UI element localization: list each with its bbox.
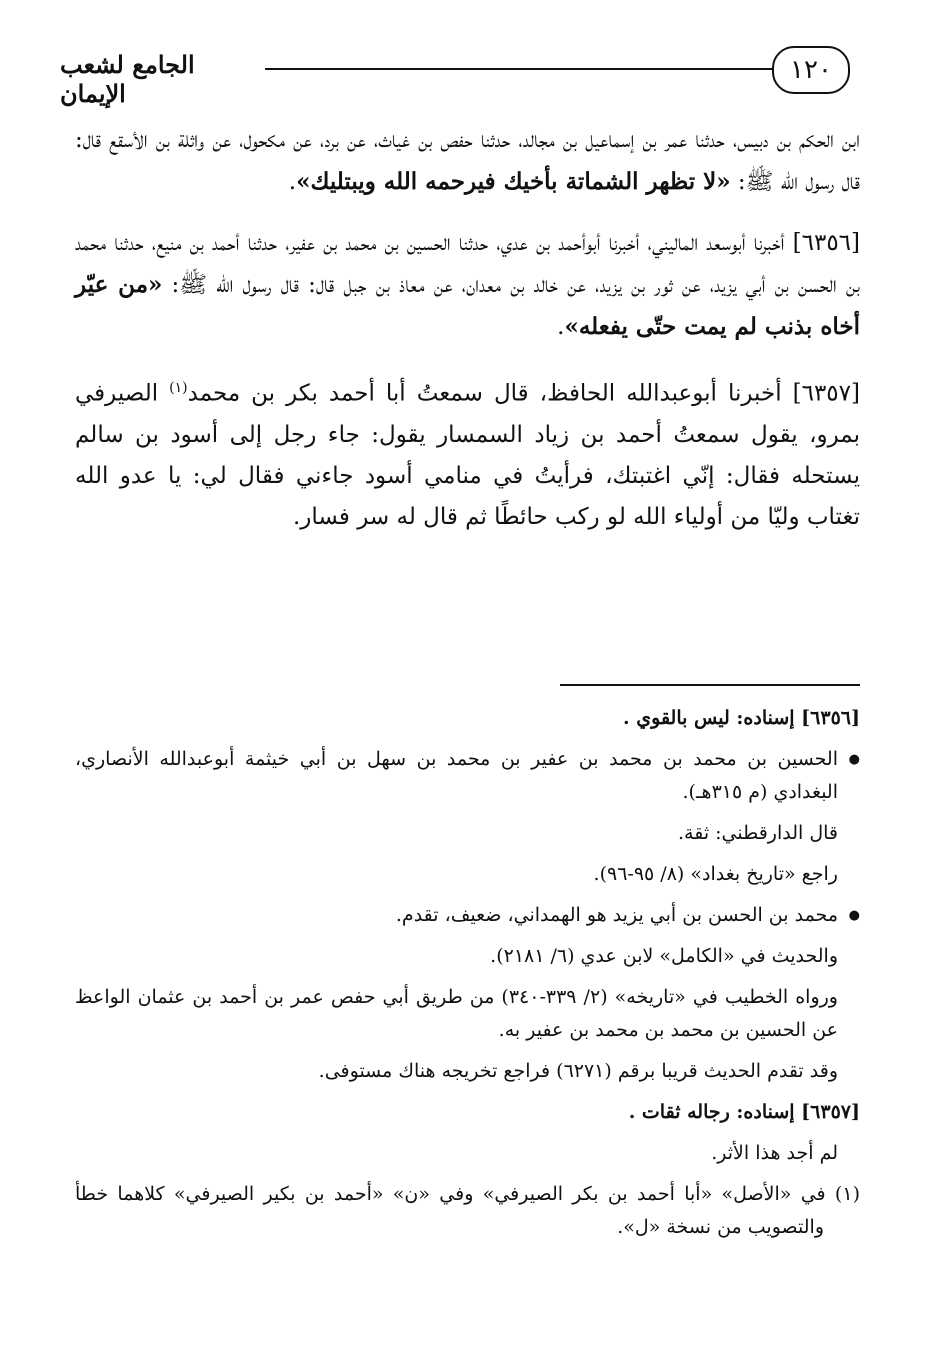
page-number: ١٢٠ [772, 46, 850, 94]
p2-text: [٦٣٥٦] أخبرنا أبوسعد الماليني، أخبرنا أبوأحمد بن عدي، حدثنا الحسين بن محمد بن عفير، حدثنا أحمد بن منيع، حدثنا محمد بن الحسن بن أبي يزيد، عن ثور بن يزيد، عن خالد بن معدان، عن معاذ بن جبل قال: قال رسول الله ﷺ: [75, 230, 861, 298]
note-text: رجاله ثقات . [628, 1101, 730, 1123]
p3-text-a: [٦٣٥٧] أخبرنا أبوعبدالله الحافظ، قال سمعتُ أبا أحمد بكر بن محمد [187, 380, 860, 407]
note-label: [٦٣٥٦] إسناده: [729, 707, 860, 729]
note-label: [٦٣٥٧] إسناده: [729, 1101, 860, 1123]
p2-end: . [557, 314, 565, 340]
note-reference-1: راجع «تاريخ بغداد» (٨/ ٩٥-٩٦). [593, 863, 838, 885]
book-title: الجامع لشعب الإيمان [60, 50, 195, 108]
note-narrator-1: ● الحسين بن محمد بن محمد بن عفير بن محمد بن سهل بن أبي خيثمة أبوعبدالله الأنصاري، البغدادي (م ٣١٥هـ). [75, 743, 860, 809]
note-footnote-1: (١) في «الأصل» «أبا أحمد بن بكر الصيرفي» وفي «ن» «أحمد بن بكير الصيرفي» كلاهما خطأ والتصويب من نسخة «ل». [75, 1183, 860, 1238]
p2-hadith: «من عيّر أخاه بذنب لم يمت حتّى يفعله» [75, 271, 860, 340]
p1-end: . [288, 169, 297, 195]
note-6356-isnad [75, 702, 860, 735]
paragraph-6356 [75, 223, 860, 348]
note-daraqutni: قال الدارقطني: ثقة. [677, 822, 838, 844]
page-header [60, 42, 850, 108]
note-not-found: لم أجد هذا الأثر. [711, 1142, 838, 1164]
note-previous: وقد تقدم الحديث قريبا برقم (٦٢٧١) فراجع تخريجه هناك مستوفى. [318, 1060, 838, 1082]
paragraph-1 [75, 120, 860, 203]
note-narrator-2: ● محمد بن الحسن بن أبي يزيد هو الهمداني، ضعيف، تقدم. [75, 899, 860, 932]
header-rule [265, 68, 774, 70]
footnote-divider [560, 684, 860, 686]
footnote-ref-1: (١) [169, 380, 188, 396]
note-khatib: ورواه الخطيب في «تاريخه» (٢/ ٣٣٩-٣٤٠) من طريق أبي حفص عمر بن أحمد بن عثمان الواعظ عن الحسين بن محمد بن محمد بن عفير به. [75, 986, 838, 1041]
p3-text-b: الصيرفي بمرو، يقول سمعتُ أحمد بن زياد السمسار يقول: جاء رجل إلى أسود بن سالم يستحله فقال: إنّي اغتبتك، فرأيتُ في منامي أسود جاءني فقال لي: يا عدو الله تغتاب وليّا من أولياء الله لو ركب حائطًا ثم قال له سر فسار. [75, 380, 860, 530]
paragraph-6357 [75, 368, 860, 538]
note-kamil: والحديث في «الكامل» لابن عدي (٦/ ٢١٨١). [490, 945, 838, 967]
main-text [75, 120, 860, 558]
footnotes [75, 702, 860, 1252]
p1-text: ابن الحكم بن دبيس، حدثنا عمر بن إسماعيل بن مجالد، حدثنا حفص بن غياث، عن برد، عن مكحول، عن واثلة بن الأسقع قال: قال رسول الله ﷺ: [75, 127, 860, 195]
note-text: ليس بالقوي . [623, 707, 730, 729]
note-6357-isnad [75, 1096, 860, 1129]
p1-hadith: «لا تظهر الشماتة بأخيك فيرحمه الله ويبتليك» [296, 168, 731, 195]
